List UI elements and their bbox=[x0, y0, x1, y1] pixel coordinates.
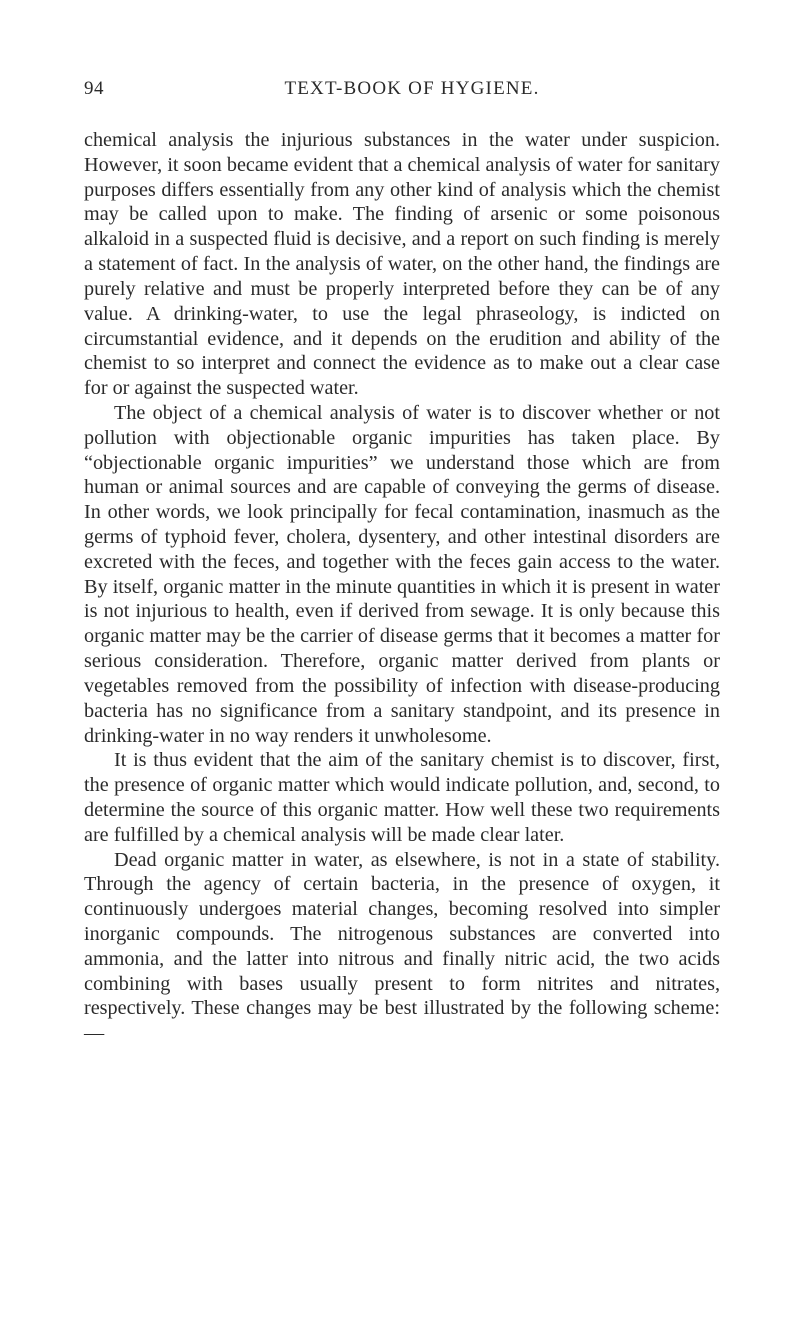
body-text bbox=[84, 128, 720, 1046]
page-number: 94 bbox=[84, 78, 104, 99]
paragraph-aim-of-chemist: It is thus evident that the aim of the sanitary chemist is to discover, first, the presence of organic matter which would indicate pollution, and, second, to determine the source of this organic matter. How well these two requirements are fulfilled by a chemical analysis will be made clear later. bbox=[84, 749, 720, 846]
running-head bbox=[84, 78, 720, 104]
paragraph-object-of-analysis: The object of a chemical analysis of water is to discover whether or not pollution with objectionable organic impurities has taken place. By “objectionable organic impurities” we understand those which are from human or animal sources and are capable of conveying the germs of disease. In other words, we look principally for fecal contamination, inasmuch as the germs of typhoid fever, cholera, dysentery, and other intestinal disorders are excreted with the feces, and together with the feces gain access to the water. By itself, organic matter in the minute quantities in which it is present in water is not injurious to health, even if derived from sewage. It is only because this organic matter may be the carrier of disease germs that it becomes a matter for serious consideration. Therefore, organic matter derived from plants or vegetables removed from the possibility of infection with disease-producing bacteria has no significance from a sanitary standpoint, and its presence in drinking-water in no way renders it unwholesome. bbox=[84, 401, 720, 747]
running-head-title: TEXT-BOOK OF HYGIENE. bbox=[284, 78, 540, 99]
paragraph-dead-organic-matter: Dead organic matter in water, as elsewhere, is not in a state of stability. Through the agency of certain bacteria, in the presence of oxygen, it continuously undergoes material changes, becoming resolved into simpler inorganic compounds. The nitrogenous substances are converted into ammonia, and the latter into nitrous and finally nitric acid, the two acids combining with bases usually present to form nitrites and nitrates, respectively. These changes may be best illustrated by the following scheme:— bbox=[84, 848, 720, 1045]
paragraph-continued: chemical analysis the injurious substances in the water under suspicion. However, it soon became evident that a chemical analysis of water for sanitary purposes differs essentially from any other kind of analysis which the chemist may be called upon to make. The finding of arsenic or some poisonous alkaloid in a suspected fluid is decisive, and a report on such finding is merely a statement of fact. In the analysis of water, on the other hand, the findings are purely relative and must be properly interpreted before they can be of any value. A drinking-water, to use the legal phraseology, is indicted on circumstantial evidence, and it depends on the erudition and ability of the chemist to so interpret and connect the evidence as to make out a clear case for or against the suspected water. bbox=[84, 129, 720, 400]
